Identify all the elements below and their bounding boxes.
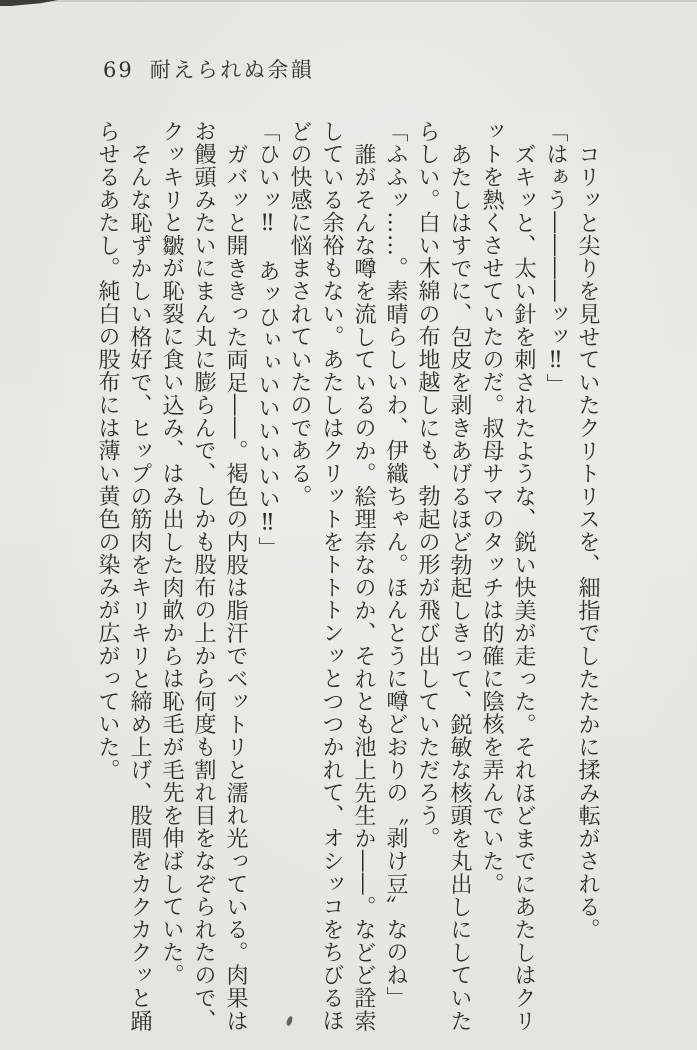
- paragraph-narrative: 誰がそんな噂を流しているのか。絵理奈なのか、それとも池上先生か――。などど詮索している余裕もない。あたしはクリットをトトトンッとつつかれて、オシッコをちびるほどの快感に悩まされていたのである。: [287, 120, 376, 1033]
- paragraph-narrative: コリッと尖りを見せていたクリトリスを、細指でしたたかに揉み転がされる。: [575, 143, 600, 941]
- paragraph-dialogue: 「はぁう――――ッッ‼」: [543, 120, 568, 397]
- scan-edge-line: [0, 0, 697, 2]
- paragraph-narrative: あたしはすでに、包皮を剥きあげるほど勃起しきって、鋭敏な核頭を丸出しにしていたらしい。白い木綿の布地越しにも、勃起の形が飛び出していただろう。: [415, 120, 472, 1033]
- page-header: [103, 54, 314, 84]
- body-text: [87, 120, 603, 1034]
- chapter-title: 耐えられぬ余韻: [149, 58, 315, 82]
- scan-artifact-corner: [0, 0, 58, 6]
- page-number: 69: [103, 58, 134, 82]
- paragraph-narrative: ガバッと開ききった両足――。褐色の内股は脂汗でベットリと濡れ光っている。肉果はお饅頭みたいにまん丸に膨らんで、しかも股布の上から何度も割れ目をなぞられたので、クッキリと皺が恥裂に食い込み、はみ出した肉畝からは恥毛が毛先を伸ばしていた。: [159, 120, 248, 1033]
- paragraph-dialogue: 「ふふッ……。素晴らしいわ、伊織ちゃん。ほんとうに噂どおりの〝剥け豆〟なのね」: [383, 120, 408, 1010]
- paragraph-narrative: ズキッと、太い針を刺されたような、鋭い快美が走った。それほどまでにあたしはクリットを熱くさせていたのだ。叔母サマのタッチは的確に陰核を弄んでいた。: [479, 120, 536, 1033]
- paragraph-dialogue: 「ひいッ‼ あッひぃぃいいいいいい‼」: [255, 120, 280, 560]
- paragraph-narrative: そんな恥ずかしい格好で、ヒップの筋肉をキリキリと締め上げ、股間をカクカクッと踊らせるあたし。純白の股布には薄い黄色の染みが広がっていた。: [95, 120, 152, 1033]
